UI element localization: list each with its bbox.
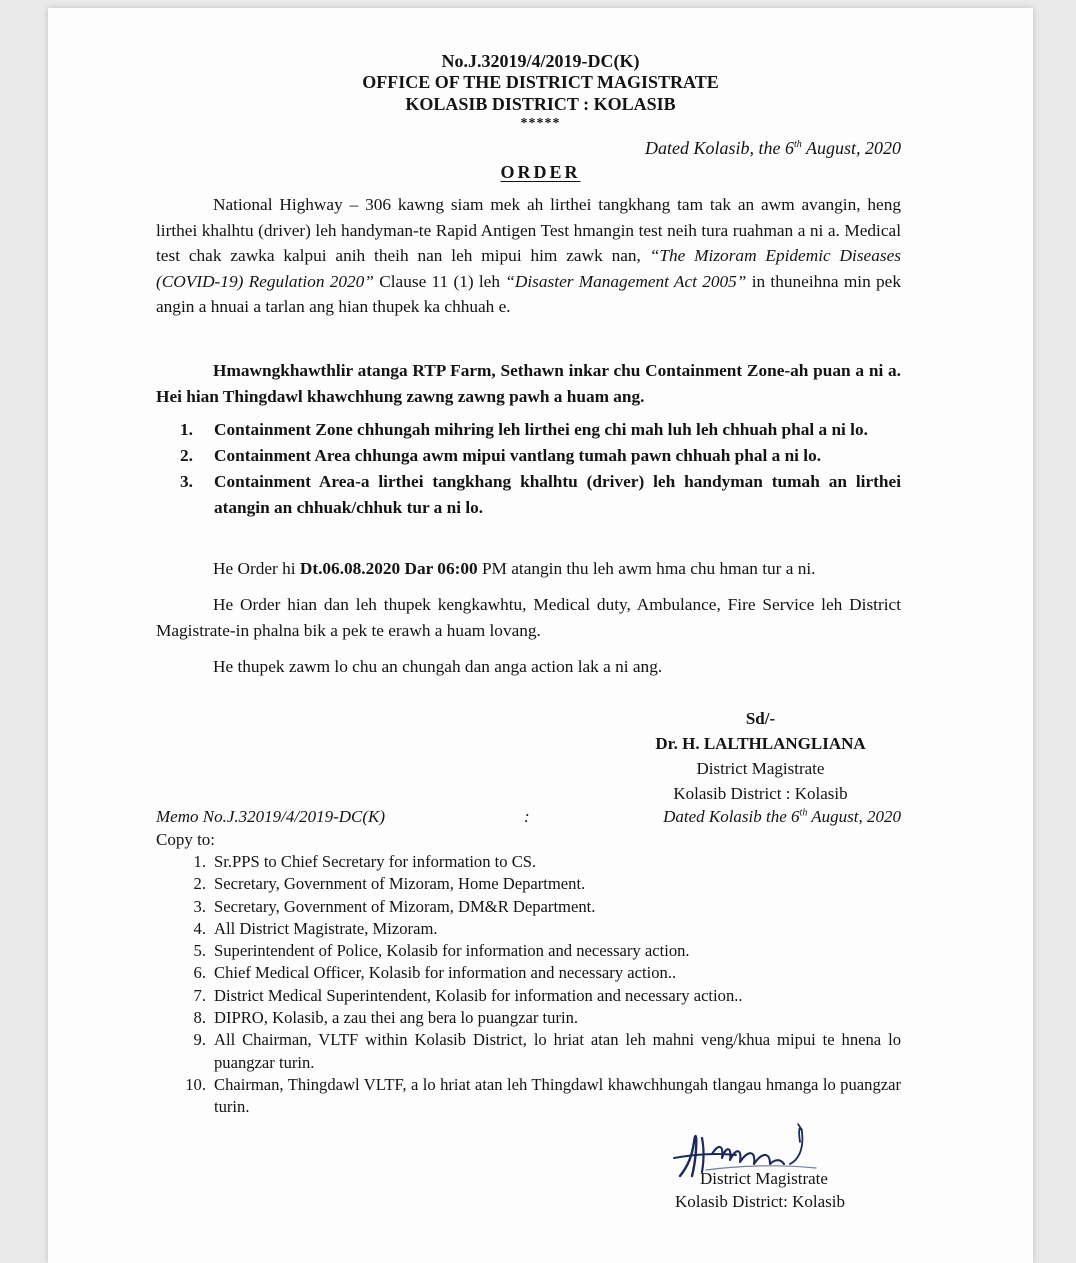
list-item-text: Superintendent of Police, Kolasib for information and necessary action. [214, 941, 690, 961]
list-item [180, 851, 901, 873]
order-paragraph-3 [156, 556, 901, 582]
signatory-name: Dr. H. LALTHLANGLIANA [655, 734, 866, 753]
para1-text: National Highway – 306 kawng siam mek ah lirthei tangkhang tam tak an awm avangin, heng lirthei khalhtu (driver) leh handyman-te Rapid Antigen Test hmangin test neih tura ruahman a ni a. Medical test chak zawka kalpui anih theih nan leh mipui him zawk nan, [156, 195, 901, 265]
para1-mid: Clause 11 (1) leh [373, 271, 506, 291]
list-item-number: 1. [180, 420, 193, 439]
list-item [180, 469, 901, 521]
list-item [180, 918, 901, 940]
para1-italic-regulation: “The Mizoram Epidemic Diseases (COVID-19) Regulation 2020” [156, 246, 901, 291]
para1-end: in thuneihna min pek angin a hnuai a tarlan ang hian thupek ka chhuah e. [156, 271, 901, 316]
list-item [180, 962, 901, 984]
list-item-text: Chairman, Thingdawl VLTF, a lo hriat atan leh Thingdawl khawchhungah tlangau hmanga lo puangzar turin. [214, 1074, 901, 1117]
para2-text: Hmawngkhawthlir atanga RTP Farm, Sethawn inkar chu Containment Zone-ah puan a ni a. Hei hian Thingdawl khawchhung zawng zawng pawh a huam ang. [156, 361, 901, 406]
list-item-text: All District Magistrate, Mizoram. [214, 918, 438, 938]
order-paragraph-5 [156, 654, 901, 680]
order-list [180, 417, 901, 521]
list-item-text: Sr.PPS to Chief Secretary for information to CS. [214, 852, 537, 871]
list-item [180, 873, 901, 895]
memo-date-sup: th [799, 807, 808, 819]
signature-block [638, 706, 883, 806]
list-item [180, 443, 901, 469]
list-item-text: Secretary, Government of Mizoram, DM&R Department. [214, 896, 596, 916]
order-paragraph-2 [156, 358, 901, 409]
para1-italic-act: “Disaster Management Act 2005” [505, 271, 747, 291]
district-title: KOLASIB DISTRICT : KOLASIB [405, 94, 676, 114]
list-item [180, 1074, 901, 1119]
list-item-number: 9. [193, 1030, 206, 1050]
para3-bold-datetime: Dt.06.08.2020 Dar 06:00 [299, 559, 478, 578]
list-item-text: Containment Zone chhungah mihring leh lirthei eng chi mah luh leh chhuah phal a ni lo. [214, 420, 868, 439]
document-page [48, 8, 1033, 1263]
signatory-designation: District Magistrate [696, 759, 825, 778]
list-item-number: 1. [193, 852, 206, 871]
para5-text: He thupek zawm lo chu an chungah dan anga action lak a ni ang. [213, 657, 663, 676]
order-date-prefix: Dated Kolasib, the 6 [645, 138, 795, 158]
list-item-number: 7. [193, 985, 206, 1005]
para3-prefix: He Order hi [213, 559, 300, 578]
order-title: ORDER [500, 162, 581, 182]
copy-to-label: Copy to: [156, 830, 216, 849]
order-date-suffix: August, 2020 [801, 138, 901, 158]
sd-label: Sd/- [745, 709, 776, 728]
list-item-number: 6. [193, 963, 206, 983]
order-date [645, 138, 901, 159]
header-stars: ***** [520, 116, 561, 131]
signatory-district: Kolasib District : Kolasib [673, 784, 848, 803]
list-item-text: Containment Area chhunga awm mipui vantlang tumah pawn chhuah phal a ni lo. [214, 446, 822, 465]
footer-district: Kolasib District: Kolasib [675, 1192, 845, 1211]
list-item-text: District Medical Superintendent, Kolasib for information and necessary action.. [214, 985, 743, 1005]
list-item-number: 4. [193, 918, 206, 938]
list-item [180, 940, 901, 962]
memo-date-suffix: August, 2020 [807, 807, 901, 826]
memo-date-prefix: Dated Kolasib the 6 [663, 807, 800, 826]
list-item [180, 985, 901, 1007]
list-item-number: 3. [180, 472, 193, 491]
list-item [180, 896, 901, 918]
memo-colon: : [524, 807, 530, 826]
para4-text: He Order hian dan leh thupek kengkawhtu, Medical duty, Ambulance, Fire Service leh District Magistrate-in phalna bik a pek te erawh a huam lovang. [156, 595, 901, 640]
list-item-number: 10. [185, 1074, 206, 1094]
file-number: No.J.32019/4/2019-DC(K) [441, 51, 640, 71]
list-item [180, 1029, 901, 1074]
list-item-number: 8. [193, 1008, 206, 1028]
office-title: OFFICE OF THE DISTRICT MAGISTRATE [362, 72, 719, 92]
list-item-text: DIPRO, Kolasib, a zau thei ang bera lo puangzar turin. [214, 1008, 579, 1028]
list-item [180, 1007, 901, 1029]
memo-number: Memo No.J.32019/4/2019-DC(K) [156, 807, 386, 826]
footer-designation: District Magistrate [700, 1169, 828, 1188]
list-item-text: Containment Area-a lirthei tangkhang khalhtu (driver) leh handyman tumah an lirthei atangin an chhuak/chhuk tur a ni lo. [214, 472, 901, 517]
list-item-number: 3. [193, 896, 206, 916]
order-paragraph-4 [156, 592, 901, 643]
list-item-number: 2. [193, 874, 206, 894]
list-item [180, 417, 901, 443]
memo-date [663, 807, 901, 827]
list-item-text: Chief Medical Officer, Kolasib for information and necessary action.. [214, 963, 677, 983]
list-item-text: Secretary, Government of Mizoram, Home Department. [214, 874, 586, 894]
order-date-sup: th [794, 139, 802, 150]
list-item-number: 5. [193, 941, 206, 961]
list-item-number: 2. [180, 446, 193, 465]
list-item-text: All Chairman, VLTF within Kolasib District, lo hriat atan leh mahni veng/khua mipui te hnena lo puangzar turin. [214, 1030, 901, 1072]
copy-list [180, 851, 901, 1119]
order-paragraph-1 [156, 192, 901, 320]
para3-suffix: PM atangin thu leh awm hma chu hman tur a ni. [477, 559, 816, 578]
